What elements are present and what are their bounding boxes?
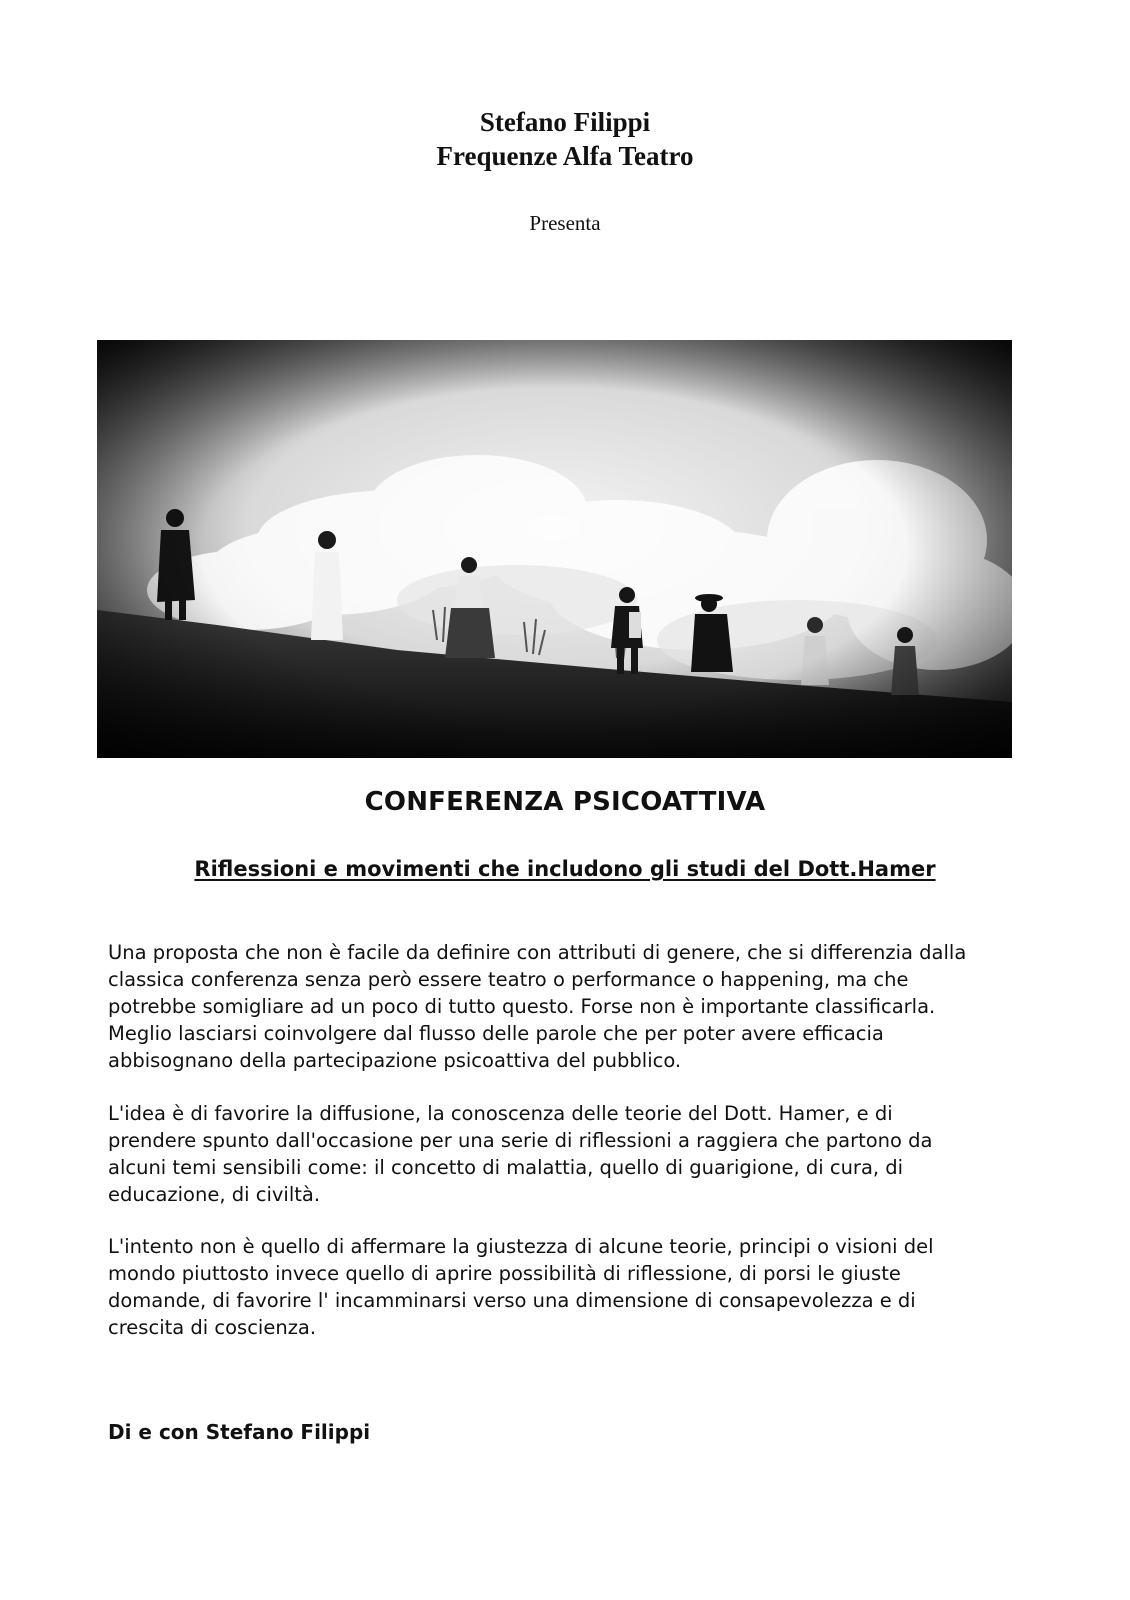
author-name: Stefano Filippi (479, 107, 651, 137)
event-subtitle-text: Riflessioni e movimenti che includono gli studi del Dott.Hamer (194, 857, 936, 881)
text-line: alcuni temi sensibili come: il concetto di malattia, quello di guarigione, di cura, di (108, 1156, 904, 1179)
text-line: classica conferenza senza però essere teatro o performance o happening, ma che (108, 968, 909, 991)
text-line: domande, di favorire l' incamminarsi verso una dimensione di consapevolezza e di (108, 1289, 916, 1312)
text-line: Una proposta che non è facile da definire con attributi di genere, che si differenzia dalla (108, 941, 967, 964)
credits: Di e con Stefano Filippi (108, 1420, 371, 1444)
text-line: L'intento non è quello di affermare la giustezza di alcune teorie, principi o visioni del (108, 1235, 934, 1258)
description-paragraph-2 (108, 1100, 1048, 1208)
text-line: mondo piuttosto invece quello di aprire possibilità di riflessione, di porsi le giuste (108, 1262, 901, 1285)
company-name: Frequenze Alfa Teatro (436, 141, 694, 171)
presents-label: Presenta (529, 211, 601, 235)
text-line: crescita di coscienza. (108, 1316, 317, 1339)
text-line: Meglio lasciarsi coinvolgere dal flusso delle parole che per poter avere efficacia (108, 1022, 884, 1045)
text-line: abbisognano della partecipazione psicoattiva del pubblico. (108, 1049, 682, 1072)
text-line: L'idea è di favorire la diffusione, la conoscenza delle teorie del Dott. Hamer, e di (108, 1102, 893, 1125)
description-paragraph-1 (108, 939, 1048, 1074)
event-title: CONFERENZA PSICOATTIVA (364, 787, 766, 817)
performers-photo (97, 340, 1012, 758)
description-paragraph-3 (108, 1233, 1048, 1341)
text-line: prendere spunto dall'occasione per una serie di riflessioni a raggiera che partono da (108, 1129, 933, 1152)
text-line: educazione, di civiltà. (108, 1183, 321, 1206)
text-line: potrebbe somigliare ad un poco di tutto questo. Forse non è importante classificarla. (108, 995, 936, 1018)
event-subtitle (0, 855, 1130, 883)
